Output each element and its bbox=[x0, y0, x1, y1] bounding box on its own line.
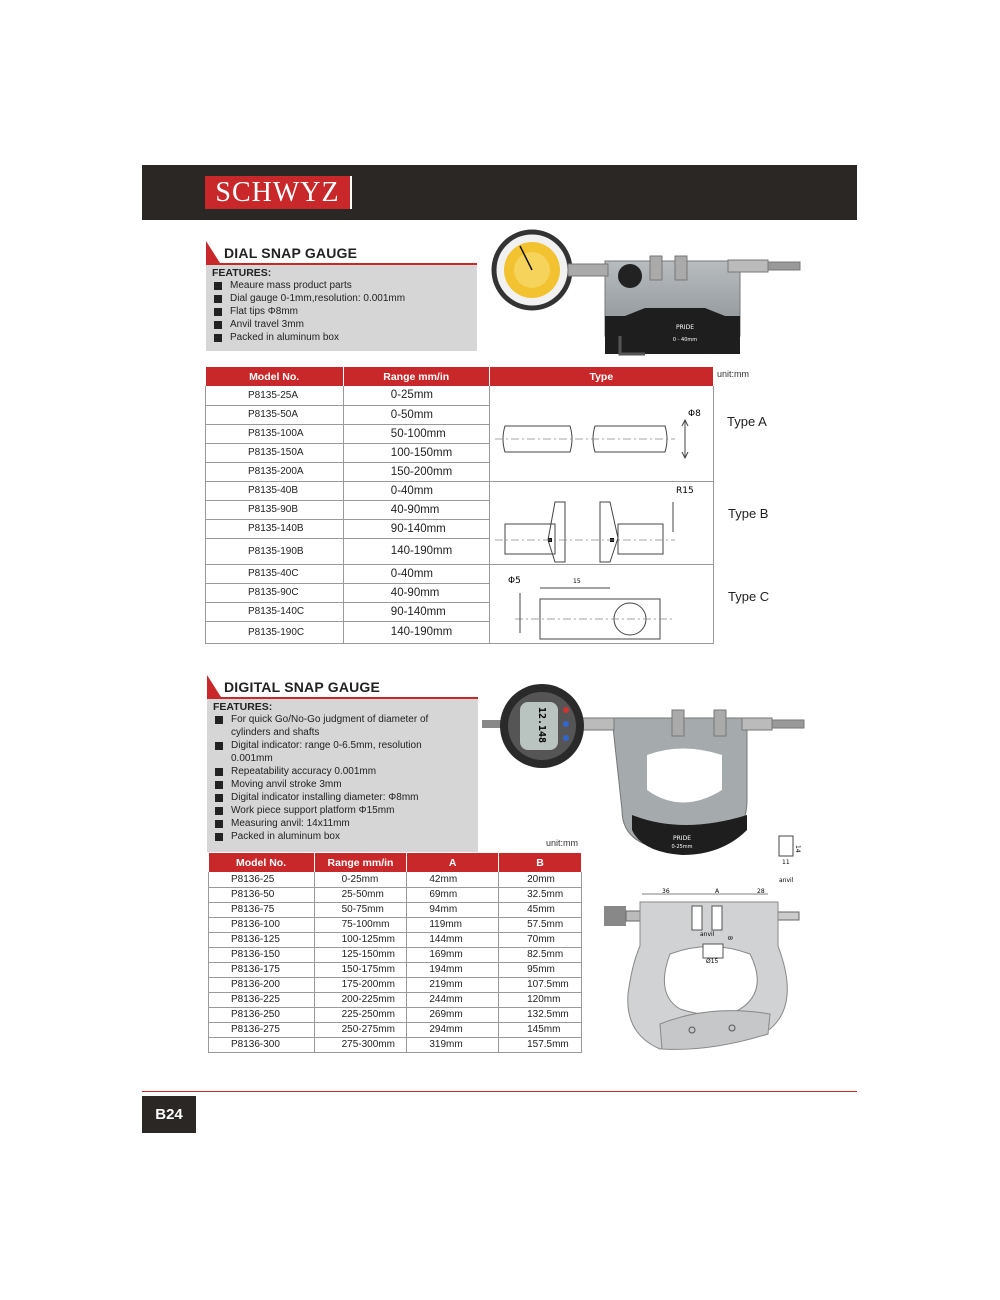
brand-logo: SCHWYZ bbox=[205, 176, 350, 209]
product-range: 0 - 40mm bbox=[672, 337, 698, 343]
model-cell: P8136-25 bbox=[209, 872, 315, 887]
feature-item: Measuring anvil: 14x11mm bbox=[213, 817, 453, 830]
range-cell: 0-40mm bbox=[343, 564, 489, 583]
b-cell: 82.5mm bbox=[499, 947, 582, 962]
table-row bbox=[209, 872, 582, 887]
a-cell: 269mm bbox=[407, 1007, 499, 1022]
range-cell: 150-200mm bbox=[343, 462, 489, 481]
type-a-dimension: Φ8 bbox=[688, 409, 701, 419]
range-cell: 0-50mm bbox=[343, 405, 489, 424]
table-row bbox=[209, 962, 582, 977]
model-cell: P8135-100A bbox=[206, 424, 344, 443]
feature-item: Digital indicator installing diameter: Φ8mm bbox=[213, 791, 453, 804]
model-cell: P8136-225 bbox=[209, 992, 315, 1007]
col-range: Range mm/in bbox=[314, 853, 407, 872]
digital-section-title: DIGITAL SNAP GAUGE bbox=[224, 679, 381, 695]
a-cell: 244mm bbox=[407, 992, 499, 1007]
digital-unit-label: unit:mm bbox=[546, 838, 579, 848]
b-cell: 132.5mm bbox=[499, 1007, 582, 1022]
col-range: Range mm/in bbox=[343, 367, 489, 386]
a-cell: 144mm bbox=[407, 932, 499, 947]
range-cell: 250-275mm bbox=[314, 1022, 407, 1037]
model-cell: P8135-140C bbox=[206, 602, 344, 621]
drawing-dim-28: 28 bbox=[757, 888, 765, 895]
range-cell: 25-50mm bbox=[314, 887, 407, 902]
a-cell: 294mm bbox=[407, 1022, 499, 1037]
range-cell: 40-90mm bbox=[343, 500, 489, 519]
range-cell: 0-25mm bbox=[343, 386, 489, 405]
range-cell: 200-225mm bbox=[314, 992, 407, 1007]
digital-features-list bbox=[213, 713, 453, 843]
table-row bbox=[209, 932, 582, 947]
a-cell: 319mm bbox=[407, 1037, 499, 1052]
model-cell: P8135-25A bbox=[206, 386, 344, 405]
feature-item: Dial gauge 0-1mm,resolution: 0.001mm bbox=[212, 292, 477, 305]
table-row bbox=[209, 1037, 582, 1052]
features-heading: FEATURES: bbox=[212, 267, 272, 279]
feature-item: Flat tips Φ8mm bbox=[212, 305, 477, 318]
range-cell: 225-250mm bbox=[314, 1007, 407, 1022]
type-c-label: Type C bbox=[728, 589, 770, 604]
model-cell: P8135-190B bbox=[206, 538, 344, 564]
model-cell: P8135-190C bbox=[206, 621, 344, 643]
b-cell: 45mm bbox=[499, 902, 582, 917]
col-model: Model No. bbox=[209, 853, 315, 872]
b-cell: 145mm bbox=[499, 1022, 582, 1037]
model-cell: P8135-200A bbox=[206, 462, 344, 481]
digital-features-box bbox=[207, 699, 478, 852]
table-row bbox=[209, 977, 582, 992]
model-cell: P8135-50A bbox=[206, 405, 344, 424]
digital-display: 12.148 bbox=[536, 706, 547, 744]
table-header-row bbox=[206, 367, 714, 386]
type-c-drawing bbox=[490, 568, 714, 642]
dial-unit-label: unit:mm bbox=[717, 369, 750, 379]
model-cell: P8135-40C bbox=[206, 564, 344, 583]
range-cell: 100-150mm bbox=[343, 443, 489, 462]
a-cell: 94mm bbox=[407, 902, 499, 917]
range-cell: 40-90mm bbox=[343, 583, 489, 602]
model-cell: P8136-300 bbox=[209, 1037, 315, 1052]
dial-features-list bbox=[212, 279, 477, 344]
model-cell: P8136-100 bbox=[209, 917, 315, 932]
table-row bbox=[209, 917, 582, 932]
type-b-drawing bbox=[490, 482, 714, 564]
page-number: B24 bbox=[142, 1096, 196, 1133]
col-model: Model No. bbox=[206, 367, 344, 386]
b-cell: 95mm bbox=[499, 962, 582, 977]
table-row bbox=[209, 1007, 582, 1022]
table-row bbox=[209, 992, 582, 1007]
anvil-height: 14 bbox=[794, 845, 801, 853]
col-a: A bbox=[407, 853, 499, 872]
a-cell: 169mm bbox=[407, 947, 499, 962]
a-cell: 69mm bbox=[407, 887, 499, 902]
drawing-platform: Ø15 bbox=[706, 958, 719, 965]
feature-item: Packed in aluminum box bbox=[213, 830, 453, 843]
feature-item: Meaure mass product parts bbox=[212, 279, 477, 292]
type-b-label: Type B bbox=[728, 506, 769, 521]
range-cell: 175-200mm bbox=[314, 977, 407, 992]
model-cell: P8136-125 bbox=[209, 932, 315, 947]
drawing-dim-b: B bbox=[726, 936, 733, 941]
range-cell: 75-100mm bbox=[314, 917, 407, 932]
a-cell: 219mm bbox=[407, 977, 499, 992]
range-cell: 0-25mm bbox=[314, 872, 407, 887]
dial-snap-gauge-image bbox=[480, 226, 805, 366]
product-logo: PRIDE bbox=[676, 324, 694, 331]
product-range: 0-25mm bbox=[671, 844, 693, 850]
feature-item: For quick Go/No-Go judgment of diameter of cylinders and shafts bbox=[213, 713, 453, 739]
col-b: B bbox=[499, 853, 582, 872]
section-flag bbox=[207, 675, 221, 697]
range-cell: 140-190mm bbox=[343, 621, 489, 643]
digital-technical-drawing bbox=[600, 884, 806, 1056]
model-cell: P8136-50 bbox=[209, 887, 315, 902]
type-a-label: Type A bbox=[727, 414, 767, 429]
model-cell: P8136-250 bbox=[209, 1007, 315, 1022]
type-c-length: 15 bbox=[573, 578, 581, 585]
range-cell: 275-300mm bbox=[314, 1037, 407, 1052]
dial-section-title: DIAL SNAP GAUGE bbox=[224, 245, 358, 261]
brand-divider bbox=[350, 176, 352, 209]
dial-features-box bbox=[206, 265, 477, 351]
range-cell: 50-100mm bbox=[343, 424, 489, 443]
range-cell: 0-40mm bbox=[343, 481, 489, 500]
b-cell: 32.5mm bbox=[499, 887, 582, 902]
anvil-width: 11 bbox=[782, 859, 790, 866]
feature-item: Moving anvil stroke 3mm bbox=[213, 778, 453, 791]
a-cell: 194mm bbox=[407, 962, 499, 977]
range-cell: 90-140mm bbox=[343, 602, 489, 621]
type-c-dimension: Φ5 bbox=[508, 576, 521, 586]
b-cell: 57.5mm bbox=[499, 917, 582, 932]
feature-item: Repeatability accuracy 0.001mm bbox=[213, 765, 453, 778]
col-type: Type bbox=[489, 367, 713, 386]
drawing-dim-a: A bbox=[715, 888, 720, 895]
feature-item: Packed in aluminum box bbox=[212, 331, 477, 344]
range-cell: 150-175mm bbox=[314, 962, 407, 977]
drawing-anvil: anvil bbox=[700, 931, 715, 938]
feature-item: Work piece support platform Φ15mm bbox=[213, 804, 453, 817]
table-row bbox=[209, 887, 582, 902]
range-cell: 50-75mm bbox=[314, 902, 407, 917]
model-cell: P8136-75 bbox=[209, 902, 315, 917]
anvil-label: anvil bbox=[779, 877, 794, 884]
b-cell: 120mm bbox=[499, 992, 582, 1007]
model-cell: P8135-40B bbox=[206, 481, 344, 500]
feature-item: Digital indicator: range 0-6.5mm, resolution 0.001mm bbox=[213, 739, 453, 765]
type-a-drawing bbox=[490, 404, 714, 476]
table-row bbox=[209, 947, 582, 962]
model-cell: P8135-90B bbox=[206, 500, 344, 519]
table-header-row bbox=[209, 853, 582, 872]
model-cell: P8136-200 bbox=[209, 977, 315, 992]
model-cell: P8135-90C bbox=[206, 583, 344, 602]
footer-rule bbox=[142, 1091, 857, 1092]
a-cell: 119mm bbox=[407, 917, 499, 932]
table-row bbox=[209, 1022, 582, 1037]
anvil-drawing bbox=[772, 830, 812, 886]
model-cell: P8136-275 bbox=[209, 1022, 315, 1037]
b-cell: 20mm bbox=[499, 872, 582, 887]
b-cell: 157.5mm bbox=[499, 1037, 582, 1052]
b-cell: 70mm bbox=[499, 932, 582, 947]
b-cell: 107.5mm bbox=[499, 977, 582, 992]
model-cell: P8136-175 bbox=[209, 962, 315, 977]
type-b-dimension: R15 bbox=[676, 486, 694, 496]
range-cell: 100-125mm bbox=[314, 932, 407, 947]
feature-item: Anvil travel 3mm bbox=[212, 318, 477, 331]
model-cell: P8135-150A bbox=[206, 443, 344, 462]
drawing-dim-36: 36 bbox=[662, 888, 670, 895]
model-cell: P8136-150 bbox=[209, 947, 315, 962]
range-cell: 125-150mm bbox=[314, 947, 407, 962]
model-cell: P8135-140B bbox=[206, 519, 344, 538]
table-row bbox=[209, 902, 582, 917]
range-cell: 90-140mm bbox=[343, 519, 489, 538]
product-logo: PRIDE bbox=[673, 835, 691, 842]
a-cell: 42mm bbox=[407, 872, 499, 887]
digital-table bbox=[208, 853, 582, 1053]
table-row bbox=[206, 386, 714, 405]
section-flag bbox=[206, 241, 220, 263]
digital-snap-gauge-image bbox=[482, 680, 812, 860]
range-cell: 140-190mm bbox=[343, 538, 489, 564]
features-heading: FEATURES: bbox=[213, 701, 273, 713]
